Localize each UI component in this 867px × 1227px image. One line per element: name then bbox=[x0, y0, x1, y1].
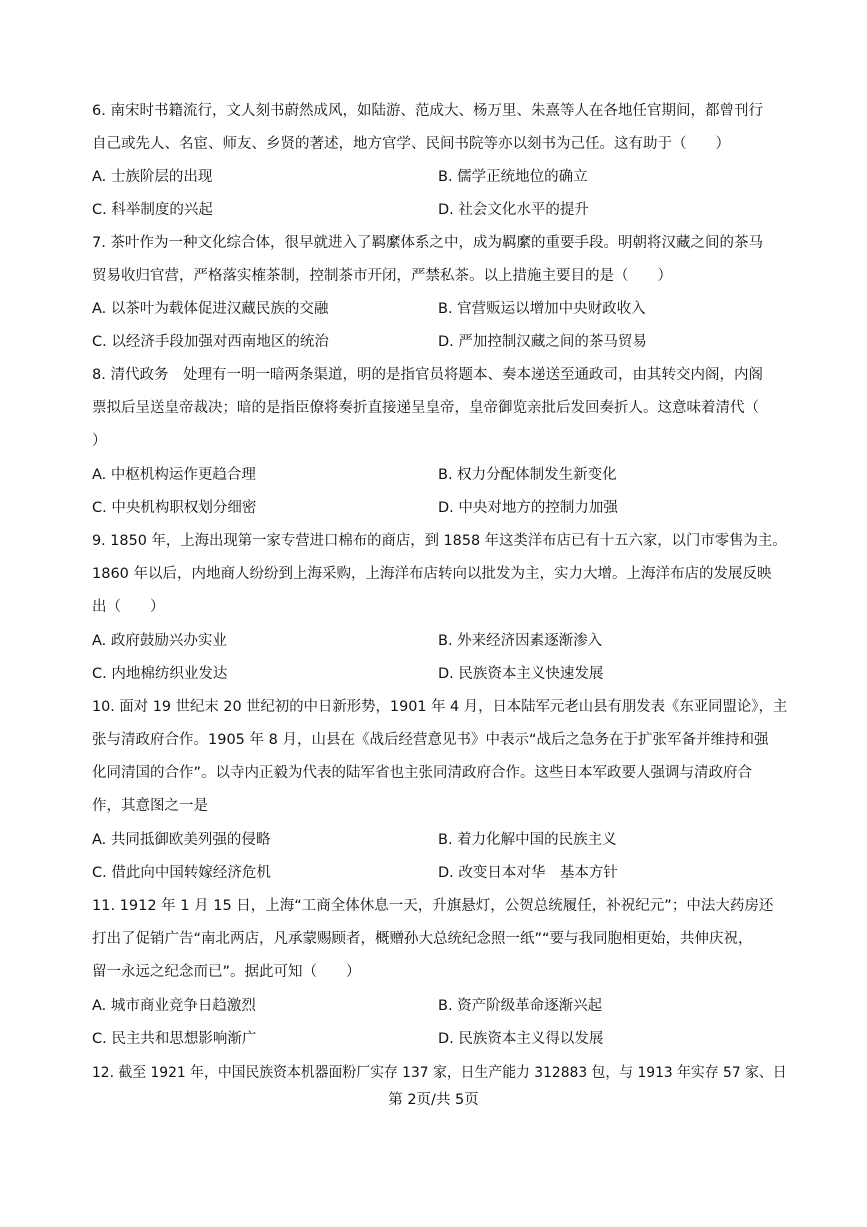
question-11-line-2: 打出了促销广告“南北两店，凡承蒙赐顾者，概赠孙大总统纪念照一纸”“要与我同胞相更始，共伸庆祝， bbox=[92, 931, 753, 947]
question-7-option-c: C. 以经济手段加强对西南地区的统治 bbox=[92, 334, 329, 350]
question-6-line-2: 自己或先人、名宦、师友、乡贤的著述，地方官学、民间书院等亦以刻书为己任。这有助于（ ） bbox=[92, 136, 730, 152]
question-9-line-1: 9. 1850 年，上海出现第一家专营进口棉布的商店，到 1858 年这类洋布店已有十五六家，以门市零售为主。 bbox=[92, 533, 787, 549]
question-9-option-d: D. 民族资本主义快速发展 bbox=[438, 666, 604, 682]
question-6-option-a: A. 士族阶层的出现 bbox=[92, 169, 213, 185]
question-6-option-b: B. 儒学正统地位的确立 bbox=[438, 169, 588, 185]
question-9-option-a: A. 政府鼓励兴办实业 bbox=[92, 633, 227, 649]
question-6-option-d: D. 社会文化水平的提升 bbox=[438, 202, 589, 218]
question-11-line-3: 留一永远之纪念而已”。据此可知（ ） bbox=[92, 964, 361, 980]
question-10-line-2: 张与清政府合作。1905 年 8 月，山县在《战后经营意见书》中表示“战后之急务在于扩张军备并维持和强 bbox=[92, 732, 769, 748]
question-8-line-2: 票拟后呈送皇帝裁决；暗的是指臣僚将奏折直接递呈皇帝，皇帝御览亲批后发回奏折人。这意味着清代（ bbox=[92, 400, 759, 416]
question-8-option-d: D. 中央对地方的控制力加强 bbox=[438, 500, 618, 516]
question-8-option-b: B. 权力分配体制发生新变化 bbox=[438, 467, 617, 483]
page-number-footer: 第 2页/共 5页 bbox=[388, 1092, 479, 1108]
question-10-line-3: 化同清国的合作”。以寺内正毅为代表的陆军省也主张同清政府合作。这些日本军政要人强调与清政府合 bbox=[92, 765, 753, 781]
question-9-line-3: 出（ ） bbox=[92, 599, 165, 615]
question-11-option-a: A. 城市商业竞争日趋激烈 bbox=[92, 998, 256, 1014]
question-7-option-a: A. 以茶叶为载体促进汉藏民族的交融 bbox=[92, 301, 329, 317]
question-9-option-c: C. 内地棉纺织业发达 bbox=[92, 666, 228, 682]
question-8-line-1: 8. 清代政务 处理有一明一暗两条渠道，明的是指官员将题本、奏本递送至通政司，由其转交内阁，内阁 bbox=[92, 367, 763, 383]
question-10-option-c: C. 借此向中国转嫁经济危机 bbox=[92, 865, 271, 881]
question-6-line-1: 6. 南宋时书籍流行，文人刻书蔚然成风，如陆游、范成大、杨万里、朱熹等人在各地任官期间，都曾刊行 bbox=[92, 103, 763, 119]
question-8-option-a: A. 中枢机构运作更趋合理 bbox=[92, 467, 256, 483]
question-11-option-c: C. 民主共和思想影响渐广 bbox=[92, 1031, 257, 1047]
question-12-line-1: 12. 截至 1921 年，中国民族资本机器面粉厂实存 137 家，日生产能力 312883 包，与 1913 年实存 57 家、日 bbox=[92, 1065, 787, 1081]
question-10-line-1: 10. 面对 19 世纪末 20 世纪初的中日新形势，1901 年 4 月，日本陆军元老山县有朋发表《东亚同盟论》，主 bbox=[92, 699, 788, 715]
question-10-line-4: 作，其意图之一是 bbox=[92, 798, 208, 814]
question-7-line-2: 贸易收归官营，严格落实榷茶制，控制茶市开闭，严禁私茶。以上措施主要目的是（ ） bbox=[92, 268, 672, 284]
question-11-line-1: 11. 1912 年 1 月 15 日，上海“工商全体休息一天，升旗悬灯，公贺总统履任，补祝纪元”；中法大药房还 bbox=[92, 898, 774, 914]
question-9-option-b: B. 外来经济因素逐渐渗入 bbox=[438, 633, 603, 649]
question-11-option-b: B. 资产阶级革命逐渐兴起 bbox=[438, 998, 603, 1014]
question-11-option-d: D. 民族资本主义得以发展 bbox=[438, 1031, 604, 1047]
question-10-option-b: B. 着力化解中国的民族主义 bbox=[438, 832, 617, 848]
question-8-option-c: C. 中央机构职权划分细密 bbox=[92, 500, 257, 516]
question-7-option-b: B. 官营贩运以增加中央财政收入 bbox=[438, 301, 646, 317]
question-10-option-d: D. 改变日本对华 基本方针 bbox=[438, 865, 618, 881]
question-10-option-a: A. 共同抵御欧美列强的侵略 bbox=[92, 832, 271, 848]
question-7-line-1: 7. 茶叶作为一种文化综合体，很早就进入了羁縻体系之中，成为羁縻的重要手段。明朝将汉藏之间的茶马 bbox=[92, 235, 763, 251]
question-9-line-2: 1860 年以后，内地商人纷纷到上海采购，上海洋布店转向以批发为主，实力大增。上海洋布店的发展反映 bbox=[92, 566, 772, 582]
question-7-option-d: D. 严加控制汉藏之间的茶马贸易 bbox=[438, 334, 647, 350]
question-8-line-3: ） bbox=[92, 433, 107, 449]
question-6-option-c: C. 科举制度的兴起 bbox=[92, 202, 213, 218]
